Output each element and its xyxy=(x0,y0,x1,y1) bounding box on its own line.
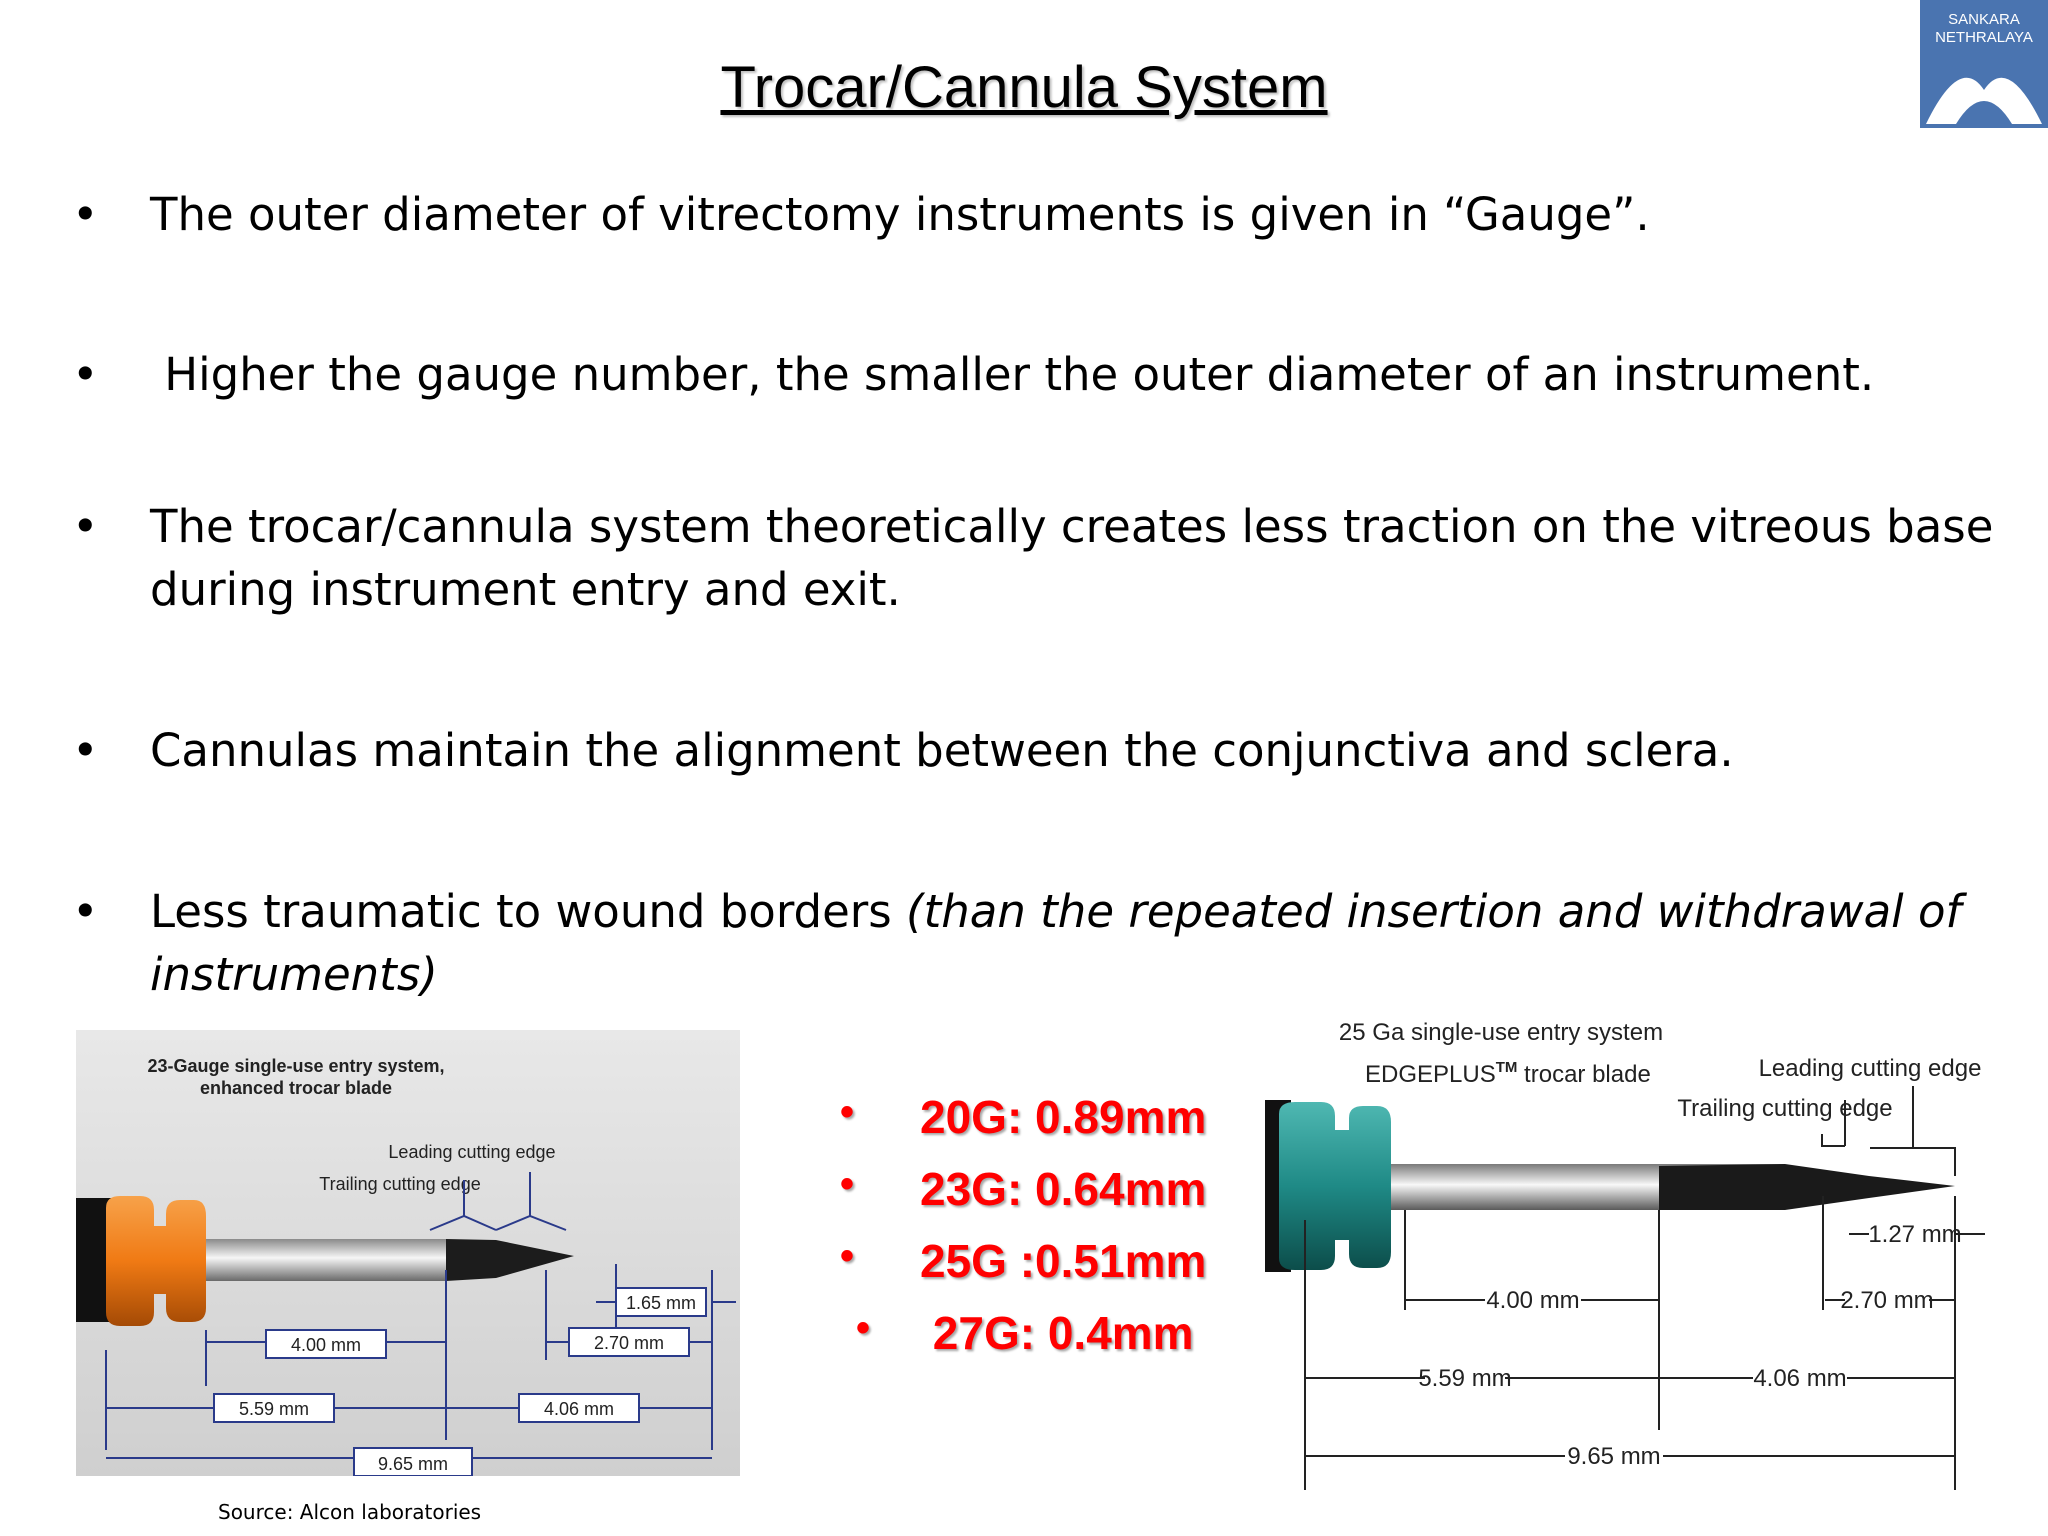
bullet-text: The trocar/cannula system theoretically creates less traction on the vitreous base during instrument entry and exit. xyxy=(150,500,1994,616)
fig-left-leading-label: Leading cutting edge xyxy=(388,1142,556,1162)
fig-right-trailing-label: Trailing cutting edge xyxy=(1677,1095,1893,1122)
fig-left-title2: enhanced trocar blade xyxy=(199,1078,393,1098)
fig-left-title1: 23-Gauge single-use entry system, xyxy=(147,1056,445,1076)
bullet-text-italic: (than the repeated insertion and withdrawal of instruments) xyxy=(150,885,1962,1001)
gauge-value: 23G: 0.64mm xyxy=(920,1163,1207,1215)
fig-left-dim-3: 2.70 mm xyxy=(593,1333,665,1353)
fig-right-title1: 25 Ga single-use entry system xyxy=(1338,1019,1664,1046)
bullet-text: Cannulas maintain the alignment between the conjunctiva and sclera. xyxy=(150,724,1734,777)
logo-line1: SANKARA xyxy=(1948,11,2020,28)
fig-right-dim-4: 5.59 mm xyxy=(1418,1365,1512,1392)
fig-left-dim-1: 1.65 mm xyxy=(625,1293,697,1313)
fig-right-dim-1: 1.27 mm xyxy=(1868,1221,1962,1248)
logo-line2: NETHRALAYA xyxy=(1935,29,2033,46)
svg-text:EDGEPLUSTM trocar blade xyxy=(1365,1059,1651,1088)
gauge-item xyxy=(840,1234,1260,1306)
fig-right-title2-tm: TM xyxy=(1495,1059,1518,1076)
gauge-value: 27G: 0.4mm xyxy=(920,1307,1194,1359)
bullet-symbol: • xyxy=(72,885,99,938)
bullet-text: Less traumatic to wound borders xyxy=(150,885,907,938)
bullet-symbol: • xyxy=(72,500,99,553)
slide-title: Trocar/Cannula System xyxy=(720,55,1328,120)
fig-right-title2: EDGEPLUS xyxy=(1365,1061,1496,1088)
fig-left-dim-2: 4.00 mm xyxy=(290,1335,362,1355)
figure-25-gauge-trocar xyxy=(1265,1000,2005,1490)
fig-left-dim-4: 5.59 mm xyxy=(238,1399,310,1419)
fig-right-dim-5: 4.06 mm xyxy=(1753,1365,1847,1392)
gauge-bullet: • xyxy=(856,1306,871,1350)
gauge-diameter-list xyxy=(840,1090,1260,1378)
source-citation: Source: Alcon laboratories xyxy=(218,1500,482,1524)
bullet-text: Higher the gauge number, the smaller the outer diameter of an instrument. xyxy=(150,348,1875,401)
fig-right-title2-rest: trocar blade xyxy=(1517,1061,1651,1088)
gauge-item xyxy=(840,1306,1260,1378)
fig-left-dim-6: 9.65 mm xyxy=(377,1454,449,1474)
gauge-bullet: • xyxy=(840,1234,855,1278)
fig-right-leading-label: Leading cutting edge xyxy=(1758,1055,1982,1082)
bullet-text: The outer diameter of vitrectomy instruments is given in “Gauge”. xyxy=(150,188,1650,241)
fig-right-dim-2: 4.00 mm xyxy=(1486,1287,1580,1314)
gauge-bullet: • xyxy=(840,1162,855,1206)
fig-right-dim-3: 2.70 mm xyxy=(1840,1287,1934,1314)
fig-left-trailing-label: Trailing cutting edge xyxy=(319,1174,481,1194)
bullet-symbol: • xyxy=(72,724,99,777)
gauge-value: 20G: 0.89mm xyxy=(920,1091,1207,1143)
gauge-item xyxy=(840,1162,1260,1234)
bullet-symbol: • xyxy=(72,348,99,401)
gauge-bullet: • xyxy=(840,1090,855,1134)
gauge-value: 25G :0.51mm xyxy=(920,1235,1207,1287)
bullet-symbol: • xyxy=(72,188,99,241)
gauge-item xyxy=(840,1090,1260,1162)
fig-left-dim-5: 4.06 mm xyxy=(543,1399,615,1419)
figure-23-gauge-trocar xyxy=(76,1030,740,1476)
fig-right-dim-6: 9.65 mm xyxy=(1567,1443,1661,1470)
